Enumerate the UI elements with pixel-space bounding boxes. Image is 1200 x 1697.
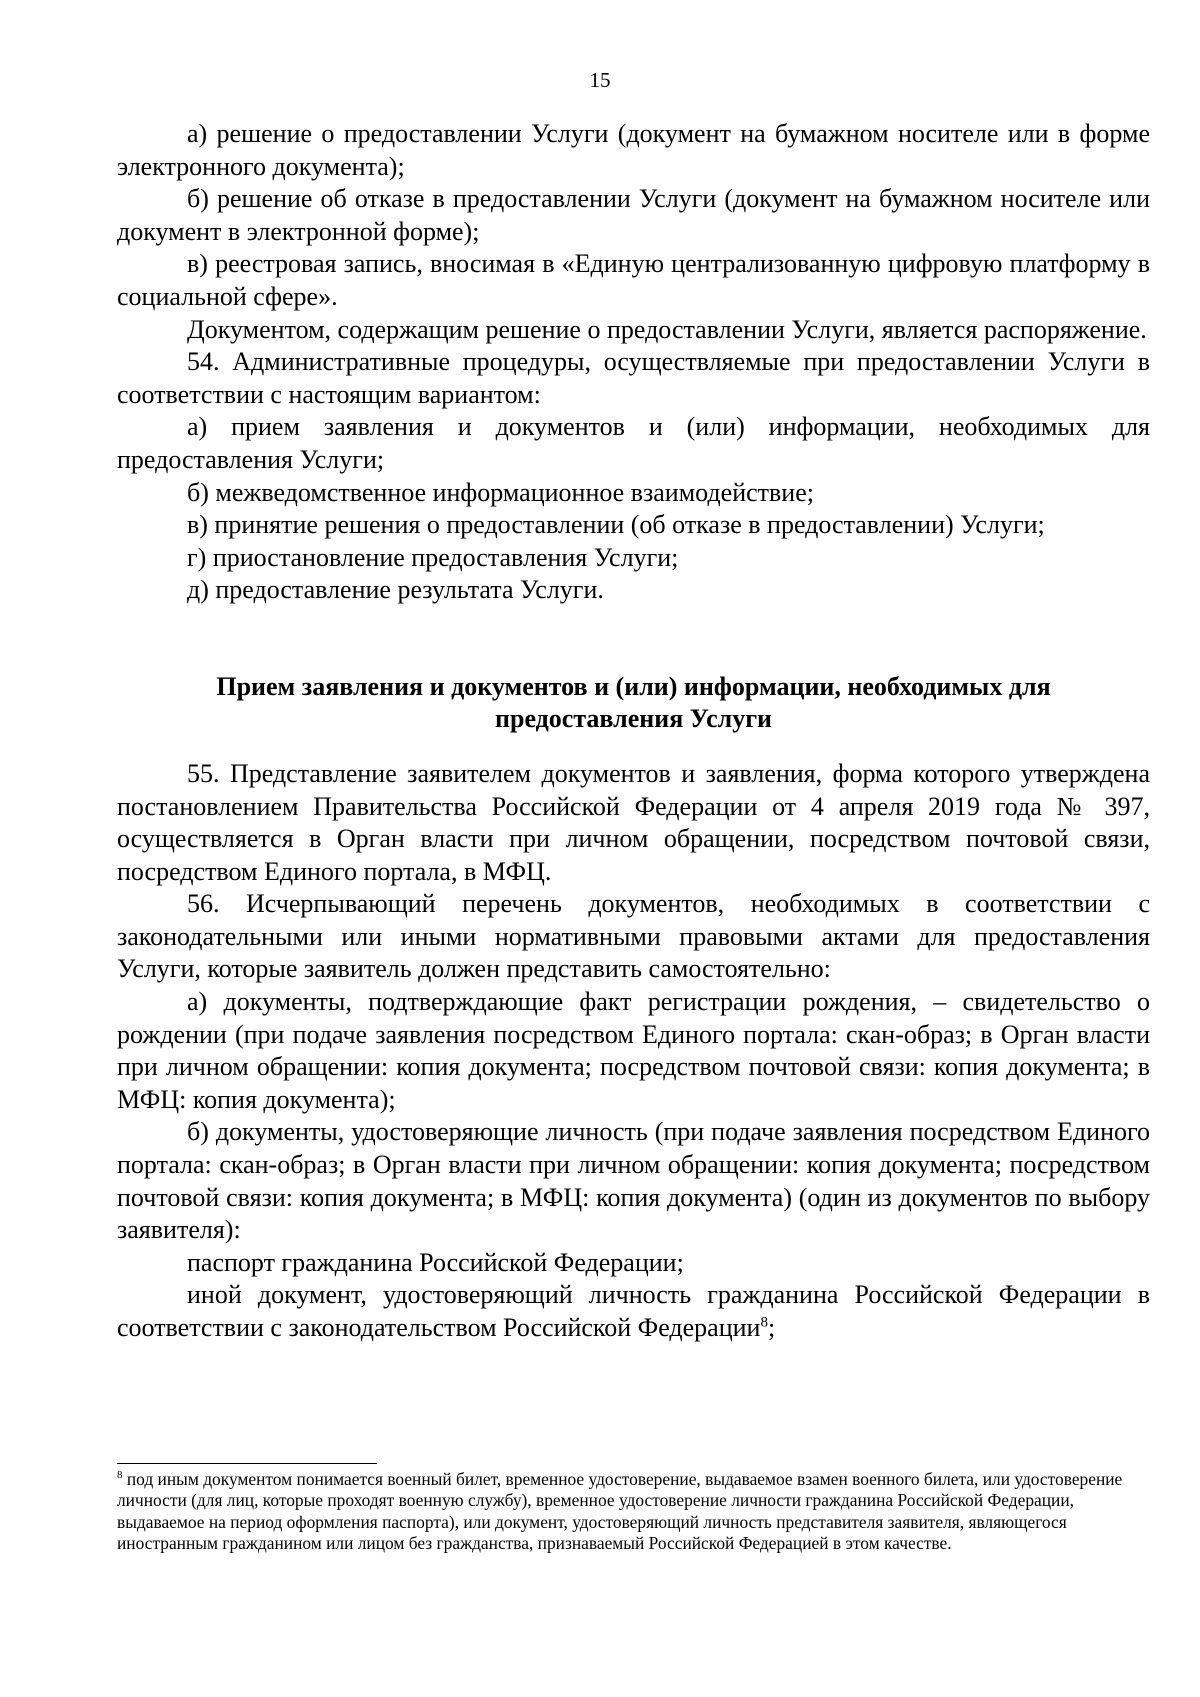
paragraph-decision-document: Документом, содержащим решение о предоставлении Услуги, является распоряжение. — [187, 314, 1147, 344]
footnote — [117, 1469, 1150, 1554]
document-item-passport: паспорт гражданина Российской Федерации; — [187, 1247, 684, 1277]
paragraph-55-submission: 55. Представление заявителем документов и заявления, форма которого утверждена постановлением Правительства Российской Федерации от 4 апреля 2019 года № 397, осуществляется в Орган власти при личном обращении, посредством почтовой связи, посредством Единого портала, в МФЦ. — [117, 758, 1150, 886]
procedure-item-d: д) предоставление результата Услуги. — [187, 575, 604, 605]
document-item-birth-certificate: а) документы, подтверждающие факт регистрации рождения, – свидетельство о рождении (при подаче заявления посредством Единого портала: скан-образ; в Орган власти при личном обращении: копия документа; посредством почтовой связи: копия документа; в МФЦ: копия документа); — [117, 987, 1150, 1114]
paragraph-result-registry-entry: в) реестровая запись, вносимая в «Единую централизованную цифровую платформу в социальной сфере». — [117, 249, 1150, 311]
document-body — [117, 118, 1150, 1345]
other-identity-text: иной документ, удостоверяющий личность гражданина Российской Федерации в соответствии с законодательством Российской Федерации — [117, 1280, 1150, 1342]
document-item-identity-documents: б) документы, удостоверяющие личность (при подаче заявления посредством Единого портала: скан-образ; в Орган власти при личном обращении: копия документа; посредством почтовой связи: копия документа; в МФЦ: копия документа) (один из документов по выбору заявителя): — [117, 1117, 1150, 1245]
footnote-text: под иным документом понимается военный билет, временное удостоверение, выдаваемое взамен военного билета, или удостоверение личности (для лиц, которые проходят военную службу), временное удостоверение личности гражданина Российской Федерации, выдаваемое на период оформления паспорта), или документ, удостоверяющий личность представителя заявителя, являющегося иностранным гражданином или лицом без гражданства, признаваемый Российской Федерацией в этом качестве. — [117, 1469, 1123, 1553]
paragraph-result-decision: а) решение о предоставлении Услуги (документ на бумажном носителе или в форме электронного документа); — [117, 119, 1150, 181]
section-heading: Прием заявления и документов и (или) информации, необходимых для предоставления Услуги — [216, 671, 1051, 733]
footnote-reference: 8 — [760, 1314, 768, 1331]
paragraph-54-procedures: 54. Административные процедуры, осуществляемые при предоставлении Услуги в соответствии с настоящим вариантом: — [117, 347, 1150, 409]
paragraph-56-document-list: 56. Исчерпывающий перечень документов, необходимых в соответствии с законодательными или иными нормативными правовыми актами для предоставления Услуги, которые заявитель должен представить самостоятельно: — [117, 889, 1150, 984]
procedure-item-g: г) приостановление предоставления Услуги; — [187, 542, 679, 572]
page-number: 15 — [589, 68, 611, 92]
procedure-item-v: в) принятие решения о предоставлении (об отказе в предоставлении) Услуги; — [187, 510, 1045, 540]
other-identity-end: ; — [767, 1313, 776, 1342]
procedure-item-a: а) прием заявления и документов и (или) информации, необходимых для предоставления Услуги; — [117, 412, 1150, 474]
paragraph-result-refusal: б) решение об отказе в предоставлении Услуги (документ на бумажном носителе или документ в электронной форме); — [117, 184, 1150, 246]
document-item-other-identity — [117, 1279, 1150, 1344]
procedure-item-b: б) межведомственное информационное взаимодействие; — [187, 477, 814, 507]
footnote-number: 8 — [117, 1469, 123, 1482]
footnote-separator — [117, 1463, 377, 1464]
